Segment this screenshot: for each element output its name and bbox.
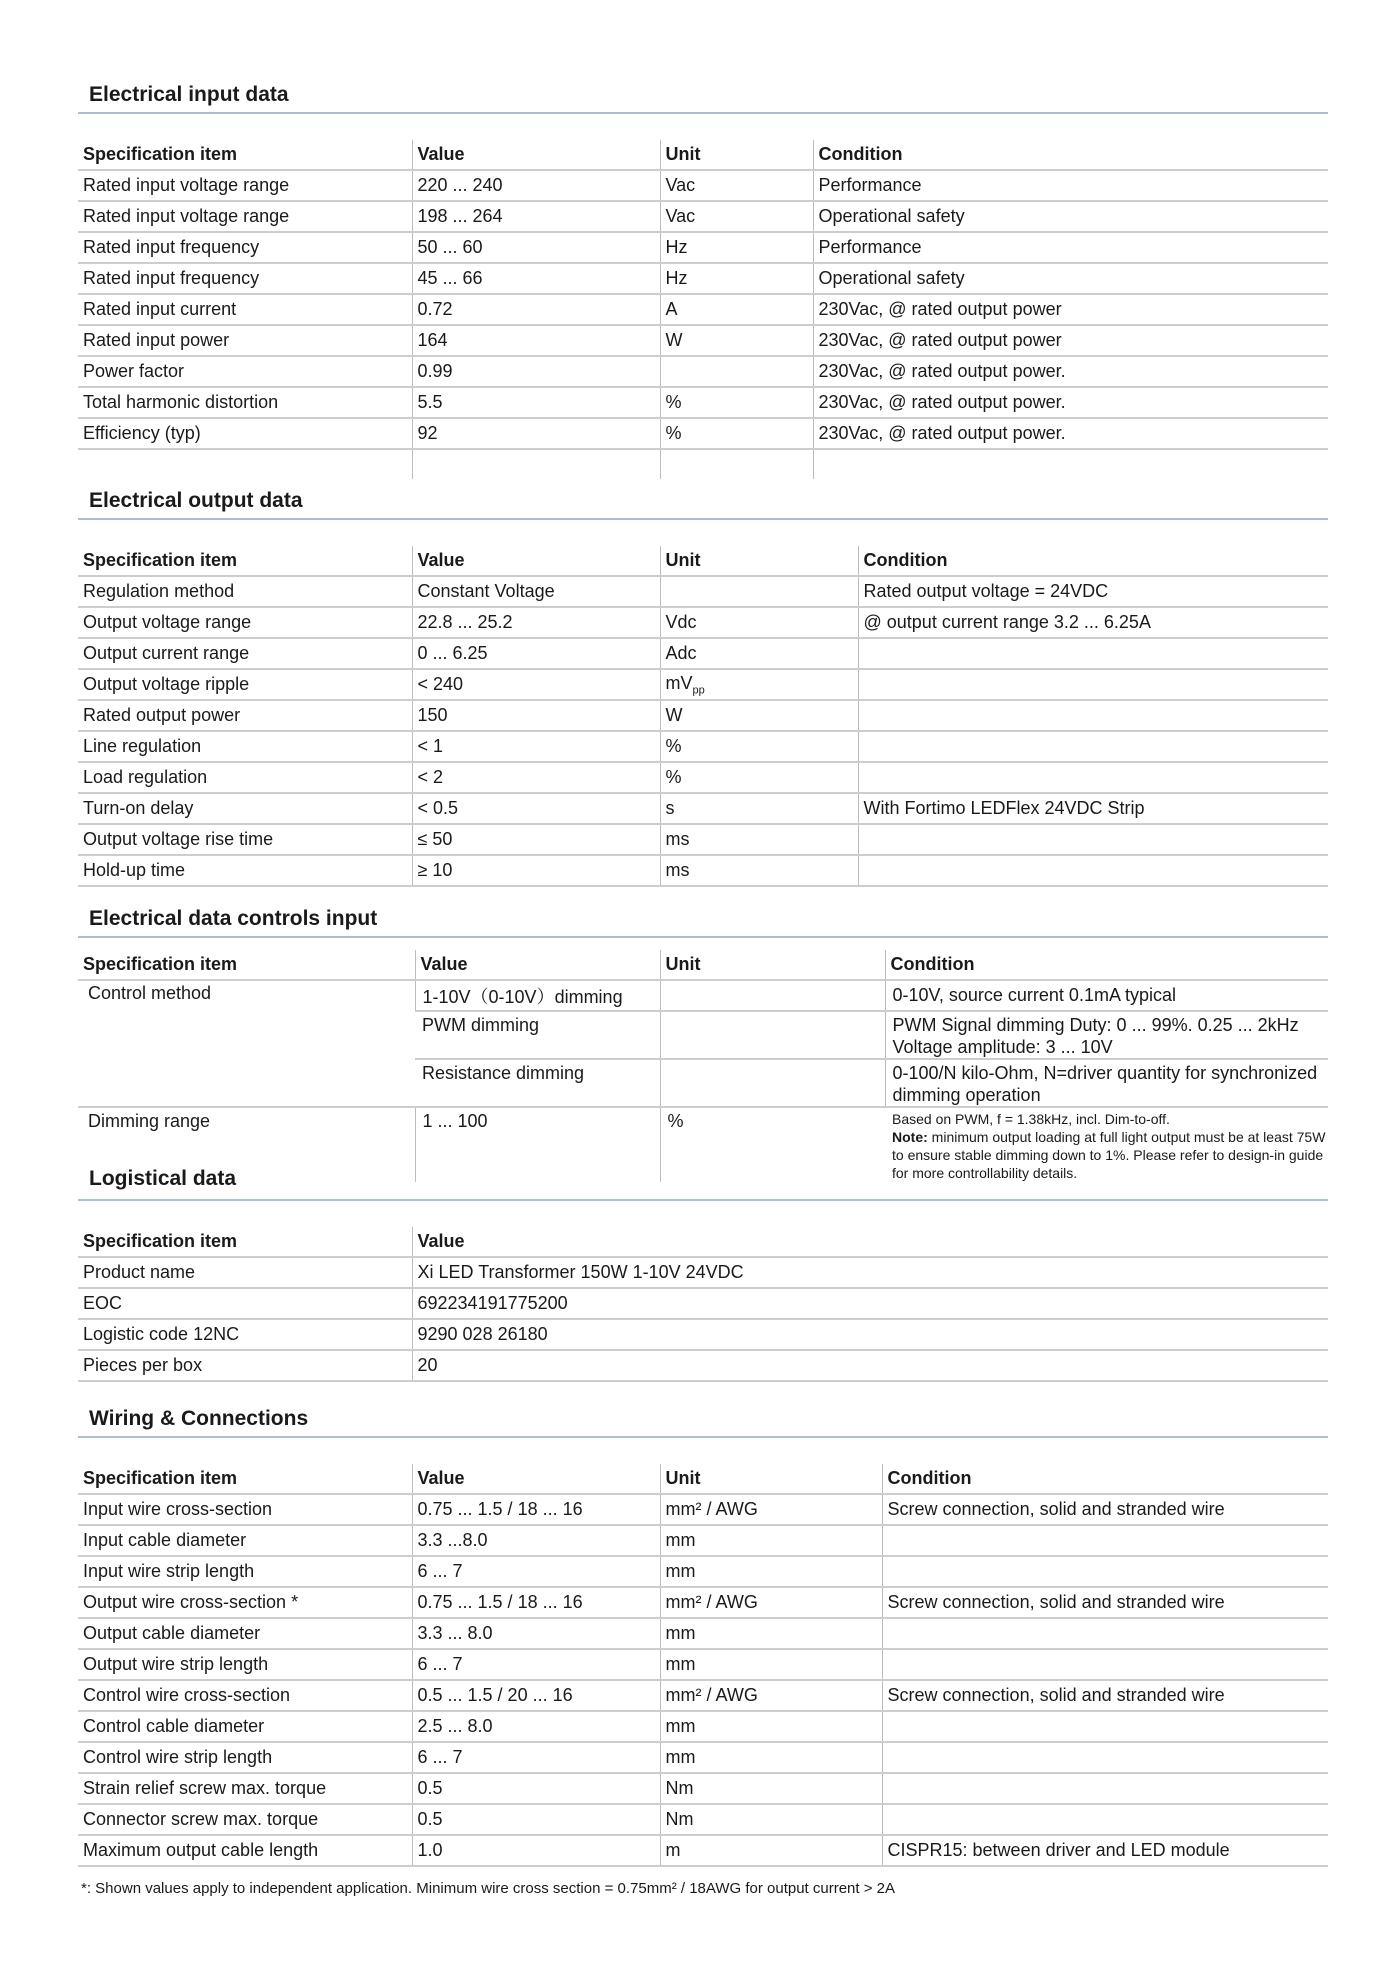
table-cell: Output cable diameter	[78, 1618, 412, 1649]
table-cell: Vdc	[660, 607, 858, 638]
table-cell: s	[660, 793, 858, 824]
table-cell	[882, 1525, 1328, 1556]
table-cell: mm	[660, 1649, 882, 1680]
table-cell: Screw connection, solid and stranded wire	[882, 1494, 1328, 1525]
table-cell: 0 ... 6.25	[412, 638, 660, 669]
section-title: Wiring & Connections	[89, 1407, 309, 1430]
table-header-row	[78, 1227, 1328, 1257]
table-cell	[882, 1742, 1328, 1773]
section-title: Logistical data	[89, 1167, 237, 1190]
table-cell: Load regulation	[78, 762, 412, 793]
header-cell: Value	[415, 950, 660, 980]
table-cell: 164	[412, 325, 660, 356]
table-cell: With Fortimo LEDFlex 24VDC Strip	[858, 793, 1328, 824]
header-cell: Value	[412, 546, 660, 576]
table-cell: 230Vac, @ rated output power.	[813, 356, 1328, 387]
header-cell: Condition	[813, 140, 1328, 170]
section-divider	[78, 1436, 1328, 1438]
table-cell: Product name	[78, 1257, 412, 1288]
table-cell	[858, 762, 1328, 793]
table-cell: Nm	[660, 1804, 882, 1835]
table-row	[78, 638, 1328, 669]
controls-input-table	[78, 950, 1328, 1182]
table-cell: Constant Voltage	[412, 576, 660, 607]
table-cell: Hz	[660, 232, 813, 263]
table-cell: 198 ... 264	[412, 201, 660, 232]
table-cell: 3.3 ...8.0	[412, 1525, 660, 1556]
section-title: Electrical input data	[89, 83, 289, 106]
section-divider	[78, 112, 1328, 114]
table-row	[78, 607, 1328, 638]
table-cell: Pieces per box	[78, 1350, 412, 1381]
table-row	[78, 418, 1328, 449]
table-cell: mm	[660, 1711, 882, 1742]
table-cell	[660, 1059, 885, 1107]
table-cell: Performance	[813, 170, 1328, 201]
table-row	[78, 1835, 1328, 1866]
unit-text: mV	[665, 672, 693, 693]
table-cell: 230Vac, @ rated output power	[813, 325, 1328, 356]
table-cell: 92	[412, 418, 660, 449]
table-cell: Output wire strip length	[78, 1649, 412, 1680]
table-header-row	[78, 1464, 1328, 1494]
table-cell: ms	[660, 855, 858, 886]
dimming-condition-line: Based on PWM, f = 1.38kHz, incl. Dim-to-off.	[892, 1111, 1170, 1127]
header-cell: Specification item	[78, 546, 412, 576]
table-cell: mm	[660, 1556, 882, 1587]
table-cell: 6 ... 7	[412, 1649, 660, 1680]
table-row	[78, 1494, 1328, 1525]
table-cell: Output current range	[78, 638, 412, 669]
table-cell	[660, 356, 813, 387]
table-header-row	[78, 546, 1328, 576]
table-cell: Vac	[660, 170, 813, 201]
header-cell: Specification item	[78, 1464, 412, 1494]
table-header-row	[78, 140, 1328, 170]
table-cell: 50 ... 60	[412, 232, 660, 263]
table-cell: Output wire cross-section *	[78, 1587, 412, 1618]
table-row	[78, 1288, 1328, 1319]
table-cell: PWM dimming	[415, 1011, 660, 1059]
table-row	[78, 1711, 1328, 1742]
table-cell: mm² / AWG	[660, 1680, 882, 1711]
table-cell: 22.8 ... 25.2	[412, 607, 660, 638]
table-header-row	[78, 950, 1328, 980]
table-cell: Output voltage ripple	[78, 669, 412, 700]
table-cell: Strain relief screw max. torque	[78, 1773, 412, 1804]
table-cell: Xi LED Transformer 150W 1-10V 24VDC	[412, 1257, 1328, 1288]
table-cell: 0-10V, source current 0.1mA typical	[885, 980, 1328, 1011]
table-cell: A	[660, 294, 813, 325]
table-cell: Output voltage range	[78, 607, 412, 638]
table-cell: Rated input current	[78, 294, 412, 325]
table-row	[78, 232, 1328, 263]
table-cell: Dimming range	[88, 1111, 211, 1131]
header-cell: Specification item	[78, 1227, 412, 1257]
table-cell: EOC	[78, 1288, 412, 1319]
header-cell: Specification item	[78, 140, 412, 170]
table-cell: 0.75 ... 1.5 / 18 ... 16	[412, 1587, 660, 1618]
table-row	[78, 1742, 1328, 1773]
logistical-table	[78, 1227, 1328, 1382]
table-cell: @ output current range 3.2 ... 6.25A	[858, 607, 1328, 638]
table-cell: 6 ... 7	[412, 1556, 660, 1587]
table-cell: Total harmonic distortion	[78, 387, 412, 418]
table-row	[78, 263, 1328, 294]
table-cell: Rated input frequency	[78, 232, 412, 263]
table-cell: mm	[660, 1742, 882, 1773]
table-row	[78, 294, 1328, 325]
table-cell: Control wire cross-section	[78, 1680, 412, 1711]
dimming-condition-cell	[885, 1107, 1328, 1182]
table-cell: Efficiency (typ)	[78, 418, 412, 449]
header-cell: Unit	[660, 140, 813, 170]
section-title: Electrical data controls input	[89, 907, 378, 930]
header-cell: Unit	[660, 546, 858, 576]
empty-cell	[78, 449, 412, 479]
electrical-output-table	[78, 546, 1328, 887]
table-row	[78, 762, 1328, 793]
header-cell: Condition	[885, 950, 1328, 980]
header-cell: Unit	[660, 950, 885, 980]
table-cell: Line regulation	[78, 731, 412, 762]
table-row	[78, 1525, 1328, 1556]
table-cell: Hz	[660, 263, 813, 294]
table-cell: 5.5	[412, 387, 660, 418]
table-cell: 20	[412, 1350, 1328, 1381]
table-cell	[858, 855, 1328, 886]
table-cell: 230Vac, @ rated output power	[813, 294, 1328, 325]
table-row	[78, 1350, 1328, 1381]
table-row	[78, 1804, 1328, 1835]
table-cell	[882, 1649, 1328, 1680]
table-row	[78, 1680, 1328, 1711]
table-cell: Rated output power	[78, 700, 412, 731]
table-cell: Maximum output cable length	[78, 1835, 412, 1866]
table-cell: Nm	[660, 1773, 882, 1804]
table-cell: ms	[660, 824, 858, 855]
header-cell: Value	[412, 1227, 1328, 1257]
table-row	[78, 1649, 1328, 1680]
header-cell: Unit	[660, 1464, 882, 1494]
table-cell: mm	[660, 1525, 882, 1556]
table-cell: Vac	[660, 201, 813, 232]
table-cell: 0.5 ... 1.5 / 20 ... 16	[412, 1680, 660, 1711]
table-cell: 230Vac, @ rated output power.	[813, 418, 1328, 449]
table-cell: Rated input voltage range	[78, 170, 412, 201]
table-cell: Operational safety	[813, 263, 1328, 294]
section-divider	[78, 1199, 1328, 1201]
table-cell: ≤ 50	[412, 824, 660, 855]
table-row	[78, 576, 1328, 607]
table-cell: %	[660, 387, 813, 418]
table-cell: %	[660, 1107, 885, 1182]
table-cell: 0-100/N kilo-Ohm, N=driver quantity for synchronized dimming operation	[885, 1059, 1328, 1107]
table-cell: Hold-up time	[78, 855, 412, 886]
table-cell: %	[660, 762, 858, 793]
table-row	[78, 356, 1328, 387]
table-cell: Control cable diameter	[78, 1711, 412, 1742]
table-cell: Screw connection, solid and stranded wire	[882, 1587, 1328, 1618]
table-cell: 220 ... 240	[412, 170, 660, 201]
table-cell: Logistic code 12NC	[78, 1319, 412, 1350]
table-cell	[660, 980, 885, 1011]
table-cell: 6 ... 7	[412, 1742, 660, 1773]
table-cell: Connector screw max. torque	[78, 1804, 412, 1835]
table-cell: Control wire strip length	[78, 1742, 412, 1773]
table-cell	[858, 669, 1328, 700]
table-cell: Rated output voltage = 24VDC	[858, 576, 1328, 607]
table-row	[78, 980, 1328, 1011]
table-cell: Rated input voltage range	[78, 201, 412, 232]
table-row	[78, 325, 1328, 356]
table-cell: 0.72	[412, 294, 660, 325]
table-cell: 3.3 ... 8.0	[412, 1618, 660, 1649]
table-cell: Power factor	[78, 356, 412, 387]
table-row	[78, 824, 1328, 855]
table-row	[78, 1773, 1328, 1804]
table-cell: W	[660, 325, 813, 356]
unit-subscript: pp	[692, 684, 705, 697]
table-cell	[660, 669, 858, 700]
table-cell: Rated input power	[78, 325, 412, 356]
table-cell: Rated input frequency	[78, 263, 412, 294]
table-row-blank	[78, 449, 1328, 479]
header-cell: Condition	[858, 546, 1328, 576]
header-cell: Specification item	[78, 950, 415, 980]
table-cell: CISPR15: between driver and LED module	[882, 1835, 1328, 1866]
table-cell	[882, 1773, 1328, 1804]
table-cell: < 2	[412, 762, 660, 793]
table-cell: 0.99	[412, 356, 660, 387]
table-cell: < 240	[412, 669, 660, 700]
empty-cell	[813, 449, 1328, 479]
table-cell	[660, 576, 858, 607]
table-cell: 0.5	[412, 1773, 660, 1804]
table-row	[78, 669, 1328, 700]
table-cell: 45 ... 66	[412, 263, 660, 294]
table-cell: 692234191775200	[412, 1288, 1328, 1319]
table-cell: 1 ... 100	[415, 1107, 660, 1182]
table-cell: 1-10V（0-10V）dimming	[415, 980, 660, 1011]
table-cell	[858, 731, 1328, 762]
table-cell: %	[660, 731, 858, 762]
table-cell: Performance	[813, 232, 1328, 263]
table-row	[78, 170, 1328, 201]
table-cell: < 0.5	[412, 793, 660, 824]
table-row	[78, 1618, 1328, 1649]
table-cell: Resistance dimming	[415, 1059, 660, 1107]
table-cell	[882, 1804, 1328, 1835]
table-cell	[858, 824, 1328, 855]
table-cell: 9290 028 26180	[412, 1319, 1328, 1350]
table-cell: m	[660, 1835, 882, 1866]
table-row	[78, 1107, 1328, 1182]
header-cell: Value	[412, 140, 660, 170]
table-cell: Input wire strip length	[78, 1556, 412, 1587]
header-cell: Value	[412, 1464, 660, 1494]
table-row	[78, 700, 1328, 731]
table-cell: < 1	[412, 731, 660, 762]
table-row	[78, 1587, 1328, 1618]
electrical-input-table	[78, 140, 1328, 479]
table-cell: 0.75 ... 1.5 / 18 ... 16	[412, 1494, 660, 1525]
table-cell: mm² / AWG	[660, 1587, 882, 1618]
table-cell: mm	[660, 1618, 882, 1649]
table-cell: 2.5 ... 8.0	[412, 1711, 660, 1742]
section-divider	[78, 518, 1328, 520]
empty-cell	[412, 449, 660, 479]
section-title: Electrical output data	[89, 489, 303, 512]
note-text: minimum output loading at full light output must be at least 75W to ensure stable dimming down to 1%. Please refer to design-in guide for more controllability details.	[892, 1129, 1326, 1181]
table-row	[78, 387, 1328, 418]
table-cell: ≥ 10	[412, 855, 660, 886]
table-cell	[858, 638, 1328, 669]
table-cell	[882, 1556, 1328, 1587]
empty-cell	[660, 449, 813, 479]
table-cell: Operational safety	[813, 201, 1328, 232]
table-cell: Screw connection, solid and stranded wire	[882, 1680, 1328, 1711]
table-row	[78, 1556, 1328, 1587]
table-row	[78, 1257, 1328, 1288]
section-divider	[78, 936, 1328, 938]
table-row	[78, 855, 1328, 886]
table-row	[78, 731, 1328, 762]
table-cell: 230Vac, @ rated output power.	[813, 387, 1328, 418]
table-cell: 1.0	[412, 1835, 660, 1866]
control-method-label: Control method	[78, 980, 415, 1107]
header-cell: Condition	[882, 1464, 1328, 1494]
table-cell: Adc	[660, 638, 858, 669]
table-cell	[882, 1618, 1328, 1649]
table-row	[78, 1319, 1328, 1350]
table-cell: 0.5	[412, 1804, 660, 1835]
footnote: *: Shown values apply to independent application. Minimum wire cross section = 0.75mm² / 18AWG for output current > 2A	[81, 1880, 896, 1897]
table-cell: Input wire cross-section	[78, 1494, 412, 1525]
table-cell: Input cable diameter	[78, 1525, 412, 1556]
table-cell: Turn-on delay	[78, 793, 412, 824]
table-row	[78, 793, 1328, 824]
table-cell: mm² / AWG	[660, 1494, 882, 1525]
table-cell: %	[660, 418, 813, 449]
wiring-table	[78, 1464, 1328, 1867]
table-cell: Output voltage rise time	[78, 824, 412, 855]
table-cell	[660, 1011, 885, 1059]
table-cell: W	[660, 700, 858, 731]
table-row	[78, 201, 1328, 232]
table-cell: 150	[412, 700, 660, 731]
table-cell	[882, 1711, 1328, 1742]
table-cell	[858, 700, 1328, 731]
table-cell: Regulation method	[78, 576, 412, 607]
note-label: Note:	[892, 1129, 928, 1145]
table-cell: PWM Signal dimming Duty: 0 ... 99%. 0.25 ... 2kHz Voltage amplitude: 3 ... 10V	[885, 1011, 1328, 1059]
